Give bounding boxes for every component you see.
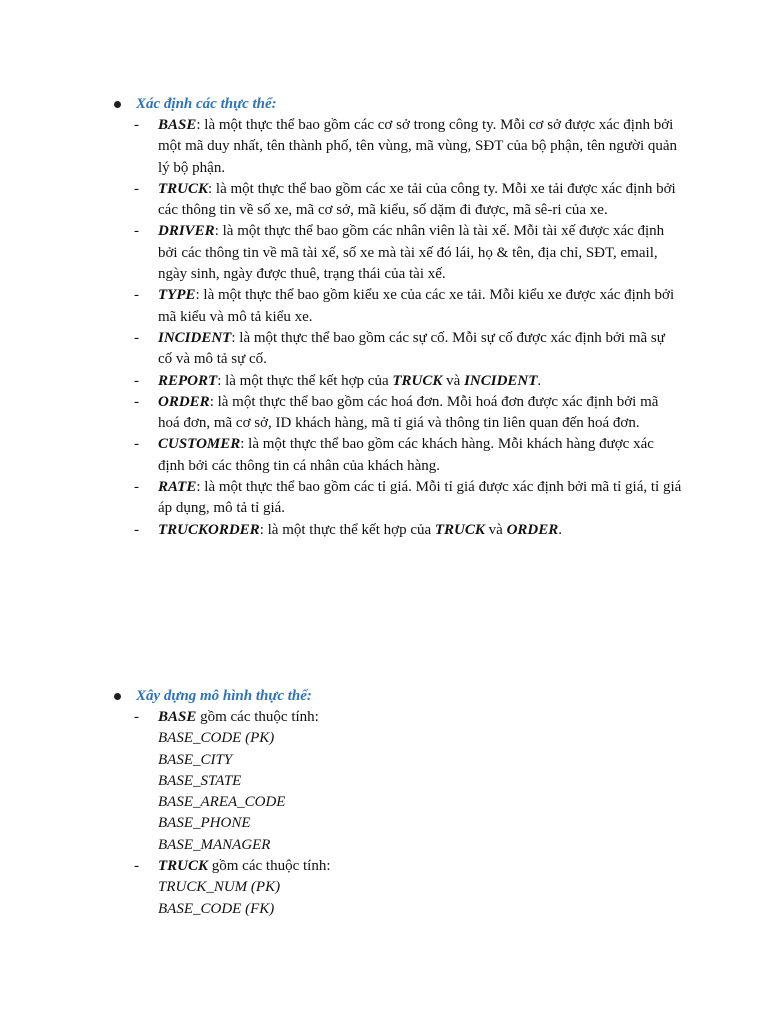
attribute: BASE_PHONE bbox=[158, 815, 251, 832]
list-item-driver bbox=[112, 221, 682, 285]
entity-conjunction: và bbox=[442, 372, 465, 389]
dash-icon: - bbox=[134, 521, 139, 538]
entity-description: : là một thực thể bao gồm các tỉ giá. Mỗi tỉ giá được xác định bởi mã tỉ giá, tỉ giá áp dụng, mô tả tỉ giá. bbox=[158, 479, 682, 517]
entity-description: : là một thực thể kết hợp của bbox=[259, 521, 435, 538]
entity-term: TRUCK bbox=[158, 858, 209, 875]
dash-icon: - bbox=[134, 393, 139, 410]
entity-term-ref: TRUCK bbox=[392, 372, 443, 389]
list-item-report bbox=[112, 371, 682, 392]
entity-term: RATE bbox=[158, 479, 197, 496]
dash-icon: - bbox=[134, 223, 139, 240]
bullet-icon bbox=[114, 693, 121, 700]
list-item-base bbox=[112, 115, 682, 179]
dash-icon: - bbox=[134, 329, 139, 346]
attribute: BASE_AREA_CODE bbox=[158, 794, 286, 811]
entity-term-ref: ORDER bbox=[506, 521, 559, 538]
attribute: BASE_CODE (FK) bbox=[158, 900, 275, 917]
bullet-icon bbox=[114, 101, 121, 108]
entity-term-ref: TRUCK bbox=[434, 521, 485, 538]
list-item-base-attributes bbox=[112, 707, 682, 856]
entity-term-ref: INCIDENT bbox=[464, 372, 538, 389]
entity-description: : là một thực thể bao gồm các hoá đơn. Mỗi hoá đơn được xác định bởi mã hoá đơn, mã cơ sở, ID khách hàng, mã tỉ giá và thông tin liên quan đến hoá đơn. bbox=[158, 393, 659, 432]
heading-text: Xác định các thực thể: bbox=[136, 96, 277, 112]
entity-period: . bbox=[558, 521, 563, 538]
heading-text: Xây dựng mô hình thực thể: bbox=[136, 688, 312, 704]
entity-term: DRIVER bbox=[158, 223, 215, 240]
entity-description: : là một thực thể bao gồm các xe tải của công ty. Mỗi xe tải được xác định bởi các thông tin về số xe, mã cơ sở, mã kiểu, số dặm đi được, mã sê-ri của xe. bbox=[158, 180, 676, 219]
dash-icon: - bbox=[134, 709, 139, 725]
dash-icon: - bbox=[134, 858, 139, 875]
entity-term: INCIDENT bbox=[158, 329, 232, 346]
dash-icon: - bbox=[134, 117, 139, 133]
section-heading bbox=[112, 94, 682, 115]
entity-description: : là một thực thể bao gồm các nhân viên là tài xế. Mỗi tài xế được xác định bởi các thông tin về mã tài xế, số xe mà tài xế đó lái, họ & tên, địa chỉ, SĐT, email, ngày sinh, ngày được thuê, trạng thái của tài xế. bbox=[158, 223, 665, 283]
entity-description: gồm các thuộc tính: bbox=[208, 858, 331, 875]
entity-description: gồm các thuộc tính: bbox=[196, 709, 319, 725]
list-item-truck bbox=[112, 179, 682, 222]
list-item-customer bbox=[112, 434, 682, 477]
entity-term: TRUCKORDER bbox=[158, 521, 260, 538]
entity-conjunction: và bbox=[484, 521, 507, 538]
list-item-rate bbox=[112, 477, 682, 520]
entity-description: : là một thực thể bao gồm các khách hàng. Mỗi khách hàng được xác định bởi các thông tin cá nhân của khách hàng. bbox=[158, 436, 654, 474]
section-entities bbox=[112, 94, 682, 541]
list-item-incident bbox=[112, 328, 682, 371]
dash-icon: - bbox=[134, 287, 139, 304]
entity-description: : là một thực thể bao gồm các sự cố. Mỗi sự cố được xác định bởi mã sự cố và mô tả sự cố. bbox=[158, 329, 665, 368]
entity-model-list bbox=[112, 707, 682, 920]
entity-term: BASE bbox=[158, 709, 197, 725]
list-item-order bbox=[112, 392, 682, 435]
entity-description: : là một thực thể bao gồm các cơ sở trong công ty. Mỗi cơ sở được xác định bởi một mã duy nhất, tên thành phố, tên vùng, mã vùng, SĐT của bộ phận, tên người quản lý bộ phận. bbox=[158, 117, 678, 176]
attribute: BASE_STATE bbox=[158, 772, 242, 789]
section-heading bbox=[112, 686, 682, 707]
entity-term: REPORT bbox=[158, 372, 218, 389]
attribute: BASE_MANAGER bbox=[158, 836, 271, 853]
attribute: TRUCK_NUM (PK) bbox=[158, 879, 281, 896]
entity-term: BASE bbox=[158, 117, 197, 133]
list-item-type bbox=[112, 285, 682, 328]
list-item-truckorder bbox=[112, 520, 682, 541]
entity-term: TRUCK bbox=[158, 180, 209, 197]
entity-term: TYPE bbox=[158, 287, 196, 304]
entity-term: CUSTOMER bbox=[158, 436, 241, 453]
section-entity-model bbox=[112, 686, 682, 920]
entity-term: ORDER bbox=[158, 393, 210, 410]
dash-icon: - bbox=[134, 436, 139, 453]
entity-period: . bbox=[537, 372, 542, 389]
entity-list bbox=[112, 115, 682, 541]
dash-icon: - bbox=[134, 479, 139, 496]
entity-description: : là một thực thể kết hợp của bbox=[217, 372, 393, 389]
list-item-truck-attributes bbox=[112, 856, 682, 920]
attribute: BASE_CODE (PK) bbox=[158, 730, 275, 747]
attribute: BASE_CITY bbox=[158, 751, 233, 768]
dash-icon: - bbox=[134, 180, 139, 197]
entity-description: : là một thực thể bao gồm kiểu xe của các xe tải. Mỗi kiểu xe được xác định bởi mã kiểu và mô tả kiểu xe. bbox=[158, 287, 675, 325]
dash-icon: - bbox=[134, 372, 139, 389]
